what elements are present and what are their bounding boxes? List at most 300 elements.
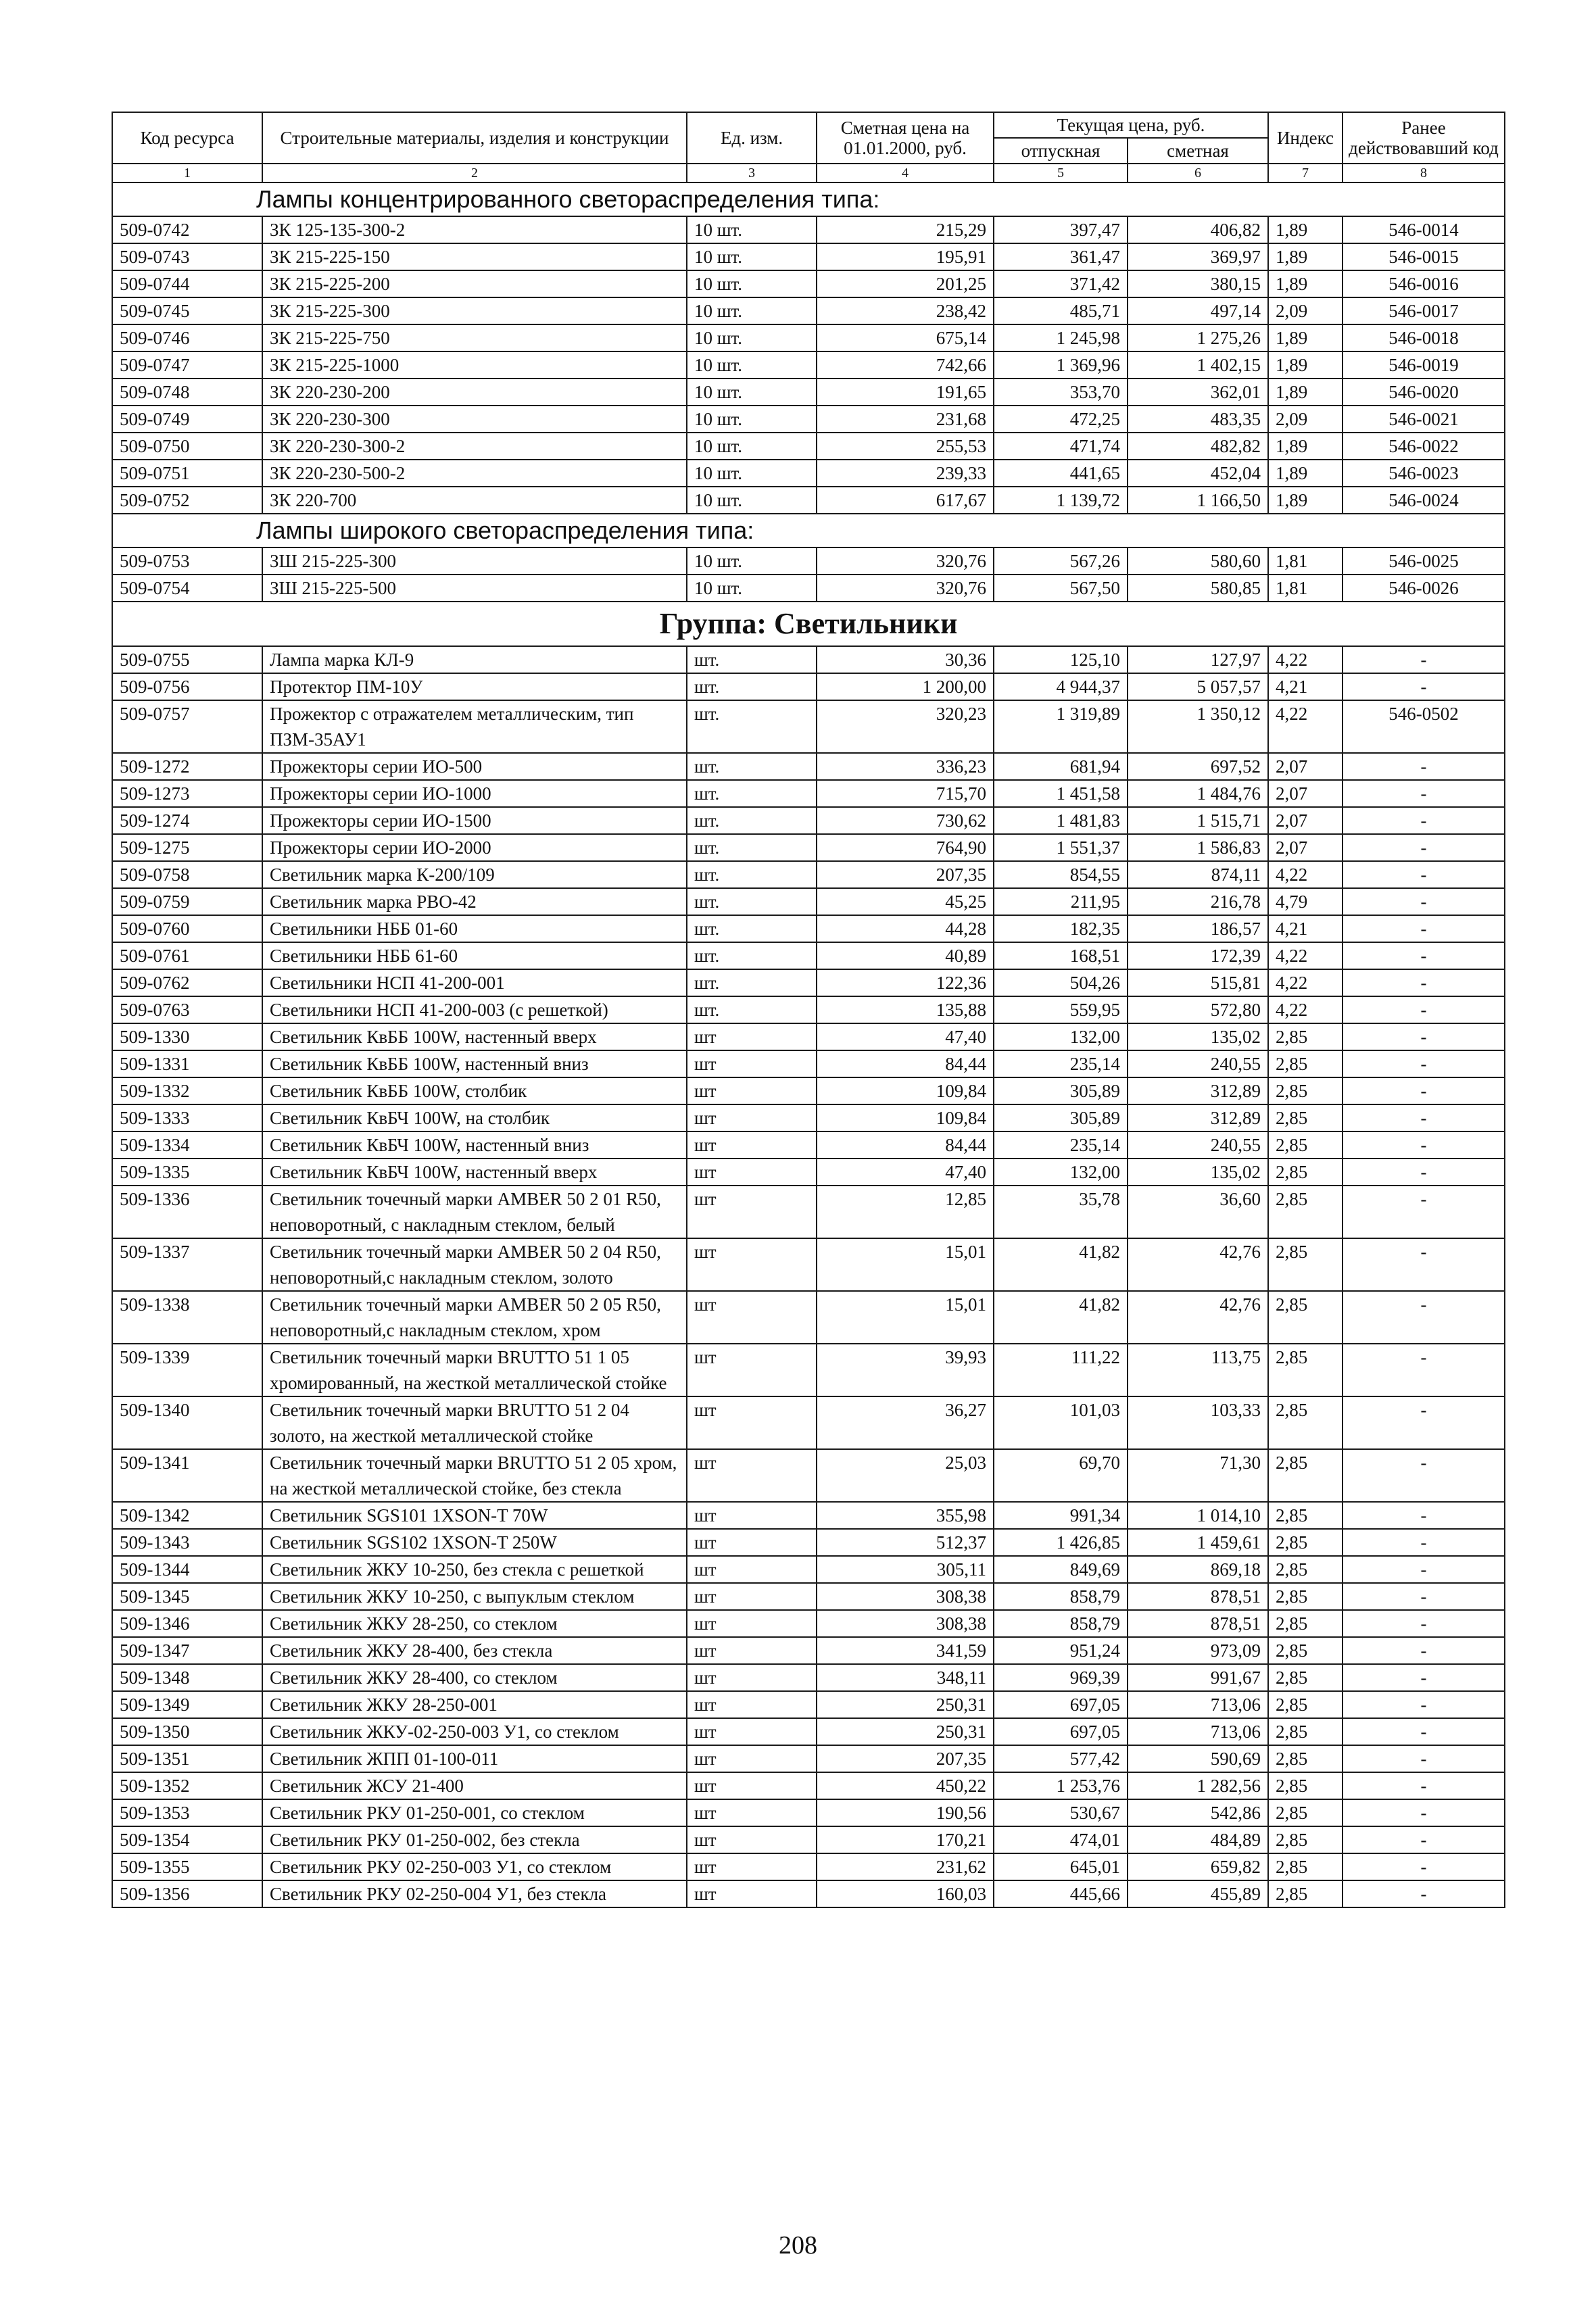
material-name: ЗШ 215-225-300 bbox=[262, 547, 687, 575]
base-price: 207,35 bbox=[817, 1745, 994, 1772]
table-row bbox=[112, 1880, 1505, 1907]
material-name: Светильник ЖПП 01-100-011 bbox=[262, 1745, 687, 1772]
material-name: Протектор ПМ-10У bbox=[262, 673, 687, 700]
release-price: 504,26 bbox=[994, 969, 1128, 996]
base-price: 47,40 bbox=[817, 1023, 994, 1050]
price-index: 2,85 bbox=[1268, 1880, 1343, 1907]
price-index: 2,85 bbox=[1268, 1610, 1343, 1637]
price-index: 2,85 bbox=[1268, 1583, 1343, 1610]
table-row bbox=[112, 575, 1505, 602]
header-current-price: Текущая цена, руб. bbox=[994, 112, 1268, 138]
unit: шт bbox=[687, 1583, 817, 1610]
material-name: Светильник КвББ 100W, настенный вниз bbox=[262, 1050, 687, 1077]
resource-code: 509-0761 bbox=[112, 942, 262, 969]
material-name: Светильник точечный марки AMBER 50 2 04 R50, неповоротный,с накладным стеклом, золото bbox=[262, 1238, 687, 1291]
price-index: 2,85 bbox=[1268, 1745, 1343, 1772]
unit: шт bbox=[687, 1691, 817, 1718]
material-name: Светильник КвББ 100W, столбик bbox=[262, 1077, 687, 1104]
table-row bbox=[112, 1745, 1505, 1772]
release-price: 474,01 bbox=[994, 1826, 1128, 1853]
release-price: 353,70 bbox=[994, 379, 1128, 406]
release-price: 361,47 bbox=[994, 243, 1128, 270]
price-index: 2,85 bbox=[1268, 1637, 1343, 1664]
estimate-price: 1 014,10 bbox=[1128, 1502, 1268, 1529]
previous-code: - bbox=[1343, 888, 1505, 915]
previous-code: - bbox=[1343, 1826, 1505, 1853]
release-price: 858,79 bbox=[994, 1583, 1128, 1610]
base-price: 44,28 bbox=[817, 915, 994, 942]
material-name: Прожекторы серии ИО-500 bbox=[262, 753, 687, 780]
table-row bbox=[112, 861, 1505, 888]
release-price: 567,26 bbox=[994, 547, 1128, 575]
price-index: 2,85 bbox=[1268, 1826, 1343, 1853]
price-index: 2,85 bbox=[1268, 1344, 1343, 1396]
base-price: 308,38 bbox=[817, 1583, 994, 1610]
resource-code: 509-1350 bbox=[112, 1718, 262, 1745]
price-index: 2,85 bbox=[1268, 1077, 1343, 1104]
header-release: отпускная bbox=[994, 138, 1128, 164]
table-row bbox=[112, 487, 1505, 514]
unit: шт. bbox=[687, 807, 817, 834]
unit: шт bbox=[687, 1396, 817, 1449]
estimate-price: 406,82 bbox=[1128, 216, 1268, 243]
release-price: 211,95 bbox=[994, 888, 1128, 915]
price-index: 4,22 bbox=[1268, 996, 1343, 1023]
release-price: 125,10 bbox=[994, 646, 1128, 673]
resource-code: 509-0744 bbox=[112, 270, 262, 297]
base-price: 47,40 bbox=[817, 1159, 994, 1186]
base-price: 450,22 bbox=[817, 1772, 994, 1799]
previous-code: 546-0502 bbox=[1343, 700, 1505, 753]
unit: шт bbox=[687, 1880, 817, 1907]
price-index: 1,89 bbox=[1268, 433, 1343, 460]
base-price: 675,14 bbox=[817, 324, 994, 351]
release-price: 111,22 bbox=[994, 1344, 1128, 1396]
resource-code: 509-1335 bbox=[112, 1159, 262, 1186]
estimate-price: 483,35 bbox=[1128, 406, 1268, 433]
unit: 10 шт. bbox=[687, 243, 817, 270]
header-index: Индекс bbox=[1268, 112, 1343, 164]
estimate-price: 1 515,71 bbox=[1128, 807, 1268, 834]
material-name: ЗК 215-225-750 bbox=[262, 324, 687, 351]
previous-code: - bbox=[1343, 753, 1505, 780]
unit: шт bbox=[687, 1853, 817, 1880]
column-numbers bbox=[112, 164, 1505, 182]
material-name: Светильник точечный марки BRUTTO 51 1 05 хромированный, на жесткой металлической стойке bbox=[262, 1344, 687, 1396]
previous-code: 546-0019 bbox=[1343, 351, 1505, 379]
resource-code: 509-0749 bbox=[112, 406, 262, 433]
table-row bbox=[112, 673, 1505, 700]
release-price: 1 253,76 bbox=[994, 1772, 1128, 1799]
estimate-price: 455,89 bbox=[1128, 1880, 1268, 1907]
table-row bbox=[112, 1396, 1505, 1449]
section-title: Лампы широкого светораспределения типа: bbox=[112, 514, 1505, 547]
material-name: Светильник марка РВО-42 bbox=[262, 888, 687, 915]
table-row bbox=[112, 700, 1505, 753]
header-base-price: Сметная цена на 01.01.2000, руб. bbox=[817, 112, 994, 164]
table-row bbox=[112, 1186, 1505, 1238]
previous-code: - bbox=[1343, 1502, 1505, 1529]
estimate-price: 878,51 bbox=[1128, 1610, 1268, 1637]
resource-code: 509-1336 bbox=[112, 1186, 262, 1238]
unit: шт bbox=[687, 1502, 817, 1529]
price-index: 1,89 bbox=[1268, 379, 1343, 406]
previous-code: - bbox=[1343, 915, 1505, 942]
material-name: Светильник точечный марки BRUTTO 51 2 04 золото, на жесткой металлической стойке bbox=[262, 1396, 687, 1449]
release-price: 235,14 bbox=[994, 1050, 1128, 1077]
previous-code: 546-0017 bbox=[1343, 297, 1505, 324]
base-price: 764,90 bbox=[817, 834, 994, 861]
base-price: 25,03 bbox=[817, 1449, 994, 1502]
col-number: 5 bbox=[994, 164, 1128, 182]
release-price: 397,47 bbox=[994, 216, 1128, 243]
material-name: ЗК 215-225-300 bbox=[262, 297, 687, 324]
previous-code: - bbox=[1343, 1529, 1505, 1556]
base-price: 336,23 bbox=[817, 753, 994, 780]
group-header bbox=[112, 602, 1505, 646]
material-name: ЗК 220-230-300-2 bbox=[262, 433, 687, 460]
base-price: 250,31 bbox=[817, 1718, 994, 1745]
unit: шт bbox=[687, 1023, 817, 1050]
resource-code: 509-1330 bbox=[112, 1023, 262, 1050]
base-price: 40,89 bbox=[817, 942, 994, 969]
table-body bbox=[112, 182, 1505, 1907]
material-name: Светильник ЖКУ 10-250, с выпуклым стеклом bbox=[262, 1583, 687, 1610]
material-name: Прожекторы серии ИО-2000 bbox=[262, 834, 687, 861]
unit: шт. bbox=[687, 996, 817, 1023]
unit: шт bbox=[687, 1745, 817, 1772]
table-row bbox=[112, 1344, 1505, 1396]
base-price: 239,33 bbox=[817, 460, 994, 487]
estimate-price: 1 282,56 bbox=[1128, 1772, 1268, 1799]
price-index: 2,07 bbox=[1268, 807, 1343, 834]
material-name: Светильник SGS102 1XSON-T 250W bbox=[262, 1529, 687, 1556]
resource-code: 509-1345 bbox=[112, 1583, 262, 1610]
estimate-price: 186,57 bbox=[1128, 915, 1268, 942]
table-row bbox=[112, 1772, 1505, 1799]
material-name: ЗК 220-230-300 bbox=[262, 406, 687, 433]
estimate-price: 369,97 bbox=[1128, 243, 1268, 270]
resource-code: 509-0757 bbox=[112, 700, 262, 753]
release-price: 41,82 bbox=[994, 1291, 1128, 1344]
table-row bbox=[112, 1131, 1505, 1159]
material-name: ЗК 215-225-150 bbox=[262, 243, 687, 270]
previous-code: - bbox=[1343, 1880, 1505, 1907]
resource-code: 509-0760 bbox=[112, 915, 262, 942]
material-name: Светильник ЖКУ 28-400, без стекла bbox=[262, 1637, 687, 1664]
previous-code: - bbox=[1343, 1745, 1505, 1772]
material-name: Светильник ЖКУ-02-250-003 У1, со стеклом bbox=[262, 1718, 687, 1745]
header-prev-code: Ранее действовавший код bbox=[1343, 112, 1505, 164]
base-price: 84,44 bbox=[817, 1050, 994, 1077]
resource-code: 509-0750 bbox=[112, 433, 262, 460]
unit: шт. bbox=[687, 861, 817, 888]
table-row bbox=[112, 942, 1505, 969]
unit: шт bbox=[687, 1131, 817, 1159]
estimate-price: 362,01 bbox=[1128, 379, 1268, 406]
material-name: Светильники НББ 01-60 bbox=[262, 915, 687, 942]
release-price: 471,74 bbox=[994, 433, 1128, 460]
table-row bbox=[112, 996, 1505, 1023]
price-index: 4,21 bbox=[1268, 673, 1343, 700]
price-index: 1,89 bbox=[1268, 243, 1343, 270]
col-number: 1 bbox=[112, 164, 262, 182]
base-price: 135,88 bbox=[817, 996, 994, 1023]
resource-code: 509-1347 bbox=[112, 1637, 262, 1664]
material-name: Светильник марка К-200/109 bbox=[262, 861, 687, 888]
unit: 10 шт. bbox=[687, 351, 817, 379]
previous-code: - bbox=[1343, 834, 1505, 861]
base-price: 109,84 bbox=[817, 1104, 994, 1131]
base-price: 201,25 bbox=[817, 270, 994, 297]
resource-code: 509-0758 bbox=[112, 861, 262, 888]
section-title: Лампы концентрированного светораспределения типа: bbox=[112, 182, 1505, 216]
resource-code: 509-0748 bbox=[112, 379, 262, 406]
material-name: Светильник КвБЧ 100W, на столбик bbox=[262, 1104, 687, 1131]
resource-code: 509-0754 bbox=[112, 575, 262, 602]
material-name: Светильник ЖКУ 28-250, со стеклом bbox=[262, 1610, 687, 1637]
price-index: 2,07 bbox=[1268, 780, 1343, 807]
resource-code: 509-1273 bbox=[112, 780, 262, 807]
previous-code: - bbox=[1343, 780, 1505, 807]
estimate-price: 542,86 bbox=[1128, 1799, 1268, 1826]
release-price: 697,05 bbox=[994, 1718, 1128, 1745]
estimate-price: 580,60 bbox=[1128, 547, 1268, 575]
resource-code: 509-1272 bbox=[112, 753, 262, 780]
table-row bbox=[112, 1664, 1505, 1691]
release-price: 1 139,72 bbox=[994, 487, 1128, 514]
table-row bbox=[112, 1502, 1505, 1529]
release-price: 645,01 bbox=[994, 1853, 1128, 1880]
release-price: 132,00 bbox=[994, 1159, 1128, 1186]
previous-code: 546-0015 bbox=[1343, 243, 1505, 270]
estimate-price: 580,85 bbox=[1128, 575, 1268, 602]
unit: шт. bbox=[687, 834, 817, 861]
table-row bbox=[112, 1291, 1505, 1344]
header-estimate: сметная bbox=[1128, 138, 1268, 164]
previous-code: 546-0014 bbox=[1343, 216, 1505, 243]
previous-code: - bbox=[1343, 646, 1505, 673]
unit: шт bbox=[687, 1610, 817, 1637]
unit: шт bbox=[687, 1718, 817, 1745]
table-row bbox=[112, 1853, 1505, 1880]
price-index: 2,85 bbox=[1268, 1159, 1343, 1186]
material-name: Лампа марка КЛ-9 bbox=[262, 646, 687, 673]
estimate-price: 515,81 bbox=[1128, 969, 1268, 996]
base-price: 109,84 bbox=[817, 1077, 994, 1104]
price-index: 2,85 bbox=[1268, 1799, 1343, 1826]
price-index: 2,85 bbox=[1268, 1238, 1343, 1291]
base-price: 250,31 bbox=[817, 1691, 994, 1718]
price-index: 2,85 bbox=[1268, 1772, 1343, 1799]
resource-code: 509-0743 bbox=[112, 243, 262, 270]
unit: шт bbox=[687, 1637, 817, 1664]
release-price: 35,78 bbox=[994, 1186, 1128, 1238]
unit: 10 шт. bbox=[687, 547, 817, 575]
price-index: 2,85 bbox=[1268, 1050, 1343, 1077]
base-price: 308,38 bbox=[817, 1610, 994, 1637]
previous-code: - bbox=[1343, 1664, 1505, 1691]
release-price: 235,14 bbox=[994, 1131, 1128, 1159]
material-name: ЗК 125-135-300-2 bbox=[262, 216, 687, 243]
unit: шт bbox=[687, 1186, 817, 1238]
price-index: 2,85 bbox=[1268, 1718, 1343, 1745]
material-name: ЗК 220-230-200 bbox=[262, 379, 687, 406]
estimate-price: 874,11 bbox=[1128, 861, 1268, 888]
price-index: 4,21 bbox=[1268, 915, 1343, 942]
table-row bbox=[112, 888, 1505, 915]
estimate-price: 5 057,57 bbox=[1128, 673, 1268, 700]
previous-code: 546-0023 bbox=[1343, 460, 1505, 487]
material-name: Светильник ЖСУ 21-400 bbox=[262, 1772, 687, 1799]
price-index: 1,89 bbox=[1268, 216, 1343, 243]
table-row bbox=[112, 433, 1505, 460]
header-unit: Ед. изм. bbox=[687, 112, 817, 164]
price-index: 2,85 bbox=[1268, 1556, 1343, 1583]
table-row bbox=[112, 406, 1505, 433]
material-name: Светильник точечный марки AMBER 50 2 05 R50, неповоротный,с накладным стеклом, хром bbox=[262, 1291, 687, 1344]
base-price: 231,68 bbox=[817, 406, 994, 433]
base-price: 231,62 bbox=[817, 1853, 994, 1880]
previous-code: - bbox=[1343, 1853, 1505, 1880]
unit: шт bbox=[687, 1159, 817, 1186]
unit: шт bbox=[687, 1344, 817, 1396]
col-number: 8 bbox=[1343, 164, 1505, 182]
table-row bbox=[112, 646, 1505, 673]
table-row bbox=[112, 1718, 1505, 1745]
resource-code: 509-1339 bbox=[112, 1344, 262, 1396]
previous-code: - bbox=[1343, 1449, 1505, 1502]
base-price: 305,11 bbox=[817, 1556, 994, 1583]
table-row bbox=[112, 1238, 1505, 1291]
table-row bbox=[112, 1159, 1505, 1186]
table-row bbox=[112, 243, 1505, 270]
resource-code: 509-0746 bbox=[112, 324, 262, 351]
unit: шт. bbox=[687, 673, 817, 700]
resource-code: 509-0752 bbox=[112, 487, 262, 514]
price-index: 4,22 bbox=[1268, 646, 1343, 673]
estimate-price: 1 586,83 bbox=[1128, 834, 1268, 861]
estimate-price: 1 166,50 bbox=[1128, 487, 1268, 514]
material-name: Прожектор с отражателем металлическим, тип ПЗМ-35АУ1 bbox=[262, 700, 687, 753]
resource-code: 509-1275 bbox=[112, 834, 262, 861]
resource-code: 509-0762 bbox=[112, 969, 262, 996]
estimate-price: 484,89 bbox=[1128, 1826, 1268, 1853]
price-index: 2,85 bbox=[1268, 1664, 1343, 1691]
price-index: 4,22 bbox=[1268, 942, 1343, 969]
base-price: 348,11 bbox=[817, 1664, 994, 1691]
previous-code: 546-0025 bbox=[1343, 547, 1505, 575]
release-price: 969,39 bbox=[994, 1664, 1128, 1691]
resource-code: 509-1331 bbox=[112, 1050, 262, 1077]
estimate-price: 869,18 bbox=[1128, 1556, 1268, 1583]
estimate-price: 103,33 bbox=[1128, 1396, 1268, 1449]
estimate-price: 713,06 bbox=[1128, 1718, 1268, 1745]
table-row bbox=[112, 834, 1505, 861]
resource-code: 509-1342 bbox=[112, 1502, 262, 1529]
price-index: 2,85 bbox=[1268, 1023, 1343, 1050]
unit: шт bbox=[687, 1050, 817, 1077]
estimate-price: 216,78 bbox=[1128, 888, 1268, 915]
material-name: Светильник SGS101 1XSON-T 70W bbox=[262, 1502, 687, 1529]
base-price: 39,93 bbox=[817, 1344, 994, 1396]
previous-code: - bbox=[1343, 1583, 1505, 1610]
resource-code: 509-0763 bbox=[112, 996, 262, 1023]
col-number: 7 bbox=[1268, 164, 1343, 182]
estimate-price: 878,51 bbox=[1128, 1583, 1268, 1610]
material-name: Светильники НББ 61-60 bbox=[262, 942, 687, 969]
base-price: 742,66 bbox=[817, 351, 994, 379]
material-name: Прожекторы серии ИО-1500 bbox=[262, 807, 687, 834]
section-header bbox=[112, 182, 1505, 216]
material-name: Светильник РКУ 01-250-002, без стекла bbox=[262, 1826, 687, 1853]
release-price: 132,00 bbox=[994, 1023, 1128, 1050]
release-price: 567,50 bbox=[994, 575, 1128, 602]
estimate-price: 991,67 bbox=[1128, 1664, 1268, 1691]
table-row bbox=[112, 270, 1505, 297]
release-price: 858,79 bbox=[994, 1610, 1128, 1637]
estimate-price: 127,97 bbox=[1128, 646, 1268, 673]
previous-code: - bbox=[1343, 673, 1505, 700]
previous-code: - bbox=[1343, 861, 1505, 888]
price-index: 2,85 bbox=[1268, 1449, 1343, 1502]
price-index: 2,85 bbox=[1268, 1529, 1343, 1556]
base-price: 12,85 bbox=[817, 1186, 994, 1238]
table-row bbox=[112, 1691, 1505, 1718]
unit: шт bbox=[687, 1291, 817, 1344]
section-title: Группа: Светильники bbox=[112, 602, 1505, 646]
table-row bbox=[112, 1799, 1505, 1826]
estimate-price: 572,80 bbox=[1128, 996, 1268, 1023]
base-price: 190,56 bbox=[817, 1799, 994, 1826]
release-price: 1 451,58 bbox=[994, 780, 1128, 807]
base-price: 195,91 bbox=[817, 243, 994, 270]
unit: 10 шт. bbox=[687, 216, 817, 243]
previous-code: - bbox=[1343, 1396, 1505, 1449]
estimate-price: 697,52 bbox=[1128, 753, 1268, 780]
estimate-price: 71,30 bbox=[1128, 1449, 1268, 1502]
base-price: 30,36 bbox=[817, 646, 994, 673]
resource-code: 509-1351 bbox=[112, 1745, 262, 1772]
unit: шт. bbox=[687, 888, 817, 915]
unit: шт. bbox=[687, 753, 817, 780]
base-price: 730,62 bbox=[817, 807, 994, 834]
unit: 10 шт. bbox=[687, 487, 817, 514]
estimate-price: 1 484,76 bbox=[1128, 780, 1268, 807]
previous-code: - bbox=[1343, 996, 1505, 1023]
resource-code: 509-1341 bbox=[112, 1449, 262, 1502]
release-price: 1 481,83 bbox=[994, 807, 1128, 834]
table-row bbox=[112, 351, 1505, 379]
table-row bbox=[112, 969, 1505, 996]
previous-code: - bbox=[1343, 1772, 1505, 1799]
base-price: 715,70 bbox=[817, 780, 994, 807]
resource-code: 509-1337 bbox=[112, 1238, 262, 1291]
release-price: 849,69 bbox=[994, 1556, 1128, 1583]
price-index: 2,09 bbox=[1268, 406, 1343, 433]
base-price: 15,01 bbox=[817, 1238, 994, 1291]
release-price: 697,05 bbox=[994, 1691, 1128, 1718]
estimate-price: 312,89 bbox=[1128, 1077, 1268, 1104]
base-price: 1 200,00 bbox=[817, 673, 994, 700]
material-name: Светильник ЖКУ 28-400, со стеклом bbox=[262, 1664, 687, 1691]
previous-code: - bbox=[1343, 969, 1505, 996]
estimate-price: 713,06 bbox=[1128, 1691, 1268, 1718]
unit: шт. bbox=[687, 700, 817, 753]
price-index: 4,79 bbox=[1268, 888, 1343, 915]
table-row bbox=[112, 1077, 1505, 1104]
resource-code: 509-0751 bbox=[112, 460, 262, 487]
